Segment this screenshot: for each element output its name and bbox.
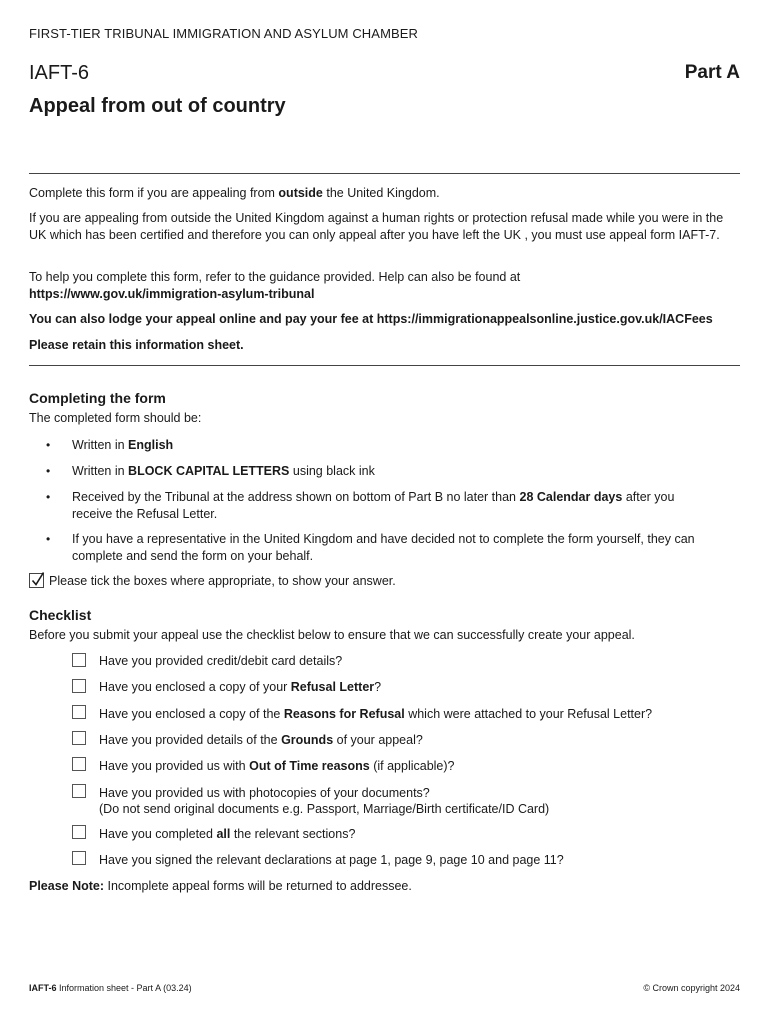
checkbox-reasons-for-refusal[interactable] [72, 705, 86, 719]
requirement-deadline: Received by the Tribunal at the address shown on bottom of Part B no later than 28 Calendar days after you receive the Refusal Letter. [72, 490, 675, 521]
checklist-item-all-sections: Have you completed all the relevant sections? [99, 827, 356, 841]
intro-paragraph-3: To help you complete this form, refer to the guidance provided. Help can also be found at https://www.gov.uk/immigration-asylum-tribunal [29, 270, 521, 301]
requirement-block-capitals: Written in BLOCK CAPITAL LETTERS using black ink [72, 464, 375, 478]
page-title: Appeal from out of country [29, 95, 286, 117]
example-ticked-box [29, 573, 44, 588]
completing-heading: Completing the form [29, 390, 166, 406]
completing-lead: The completed form should be: [29, 411, 202, 425]
bullet: • [46, 490, 51, 504]
checklist-item-reasons-for-refusal: Have you enclosed a copy of the Reasons for Refusal which were attached to your Refusal Letter? [99, 707, 653, 721]
checklist-item-refusal-letter: Have you enclosed a copy of your Refusal Letter? [99, 680, 382, 694]
checkbox-declarations[interactable] [72, 851, 86, 865]
form-code: IAFT-6 [29, 62, 90, 84]
bullet: • [46, 532, 51, 546]
requirement-representative: If you have a representative in the United Kingdom and have decided not to complete the form yourself, they can complete and send the form on your behalf. [72, 532, 695, 563]
checklist-heading: Checklist [29, 607, 92, 623]
checkbox-card-details[interactable] [72, 653, 86, 667]
checkbox-all-sections[interactable] [72, 825, 86, 839]
checkbox-refusal-letter[interactable] [72, 679, 86, 693]
checklist-item-photocopies: Have you provided us with photocopies of your documents? (Do not send original documents e.g. Passport, Marriage/Birth certificate/ID Card) [99, 786, 550, 816]
requirement-english: Written in English [72, 438, 174, 452]
organisation-name: FIRST-TIER TRIBUNAL IMMIGRATION AND ASYLUM CHAMBER [29, 26, 419, 41]
please-note: Please Note: Incomplete appeal forms will be returned to addressee. [29, 879, 412, 893]
intro-paragraph-1: Complete this form if you are appealing from outside the United Kingdom. [29, 186, 440, 200]
guidance-link[interactable]: https://www.gov.uk/immigration-asylum-tribunal [29, 287, 315, 301]
divider [29, 173, 740, 174]
checkbox-photocopies[interactable] [72, 784, 86, 798]
check-icon [31, 571, 45, 587]
checkbox-out-of-time[interactable] [72, 757, 86, 771]
checklist-item-out-of-time: Have you provided us with Out of Time reasons (if applicable)? [99, 759, 455, 773]
part-label: Part A [684, 62, 740, 83]
checklist-item-card-details: Have you provided credit/debit card details? [99, 654, 343, 668]
checklist-item-declarations: Have you signed the relevant declarations at page 1, page 9, page 10 and page 11? [99, 853, 564, 867]
bullet: • [46, 438, 51, 452]
tick-instruction: Please tick the boxes where appropriate, to show your answer. [49, 574, 396, 588]
online-lodging-note: You can also lodge your appeal online and pay your fee at https://immigrationappealsonline.justice.gov.uk/IACFees [29, 312, 713, 326]
divider [29, 365, 740, 366]
checklist-item-grounds: Have you provided details of the Grounds of your appeal? [99, 733, 423, 747]
bullet: • [46, 464, 51, 478]
footer-form-reference: IAFT-6 Information sheet - Part A (03.24) [29, 983, 192, 993]
intro-paragraph-2: If you are appealing from outside the United Kingdom against a human rights or protection refusal made while you were in the UK which has been certified and therefore you can only appeal after you have left the UK , you must use appeal form IAFT-7. [29, 211, 724, 242]
checkbox-grounds[interactable] [72, 731, 86, 745]
footer-copyright: © Crown copyright 2024 [643, 983, 740, 993]
checklist-lead: Before you submit your appeal use the checklist below to ensure that we can successfully create your appeal. [29, 628, 635, 642]
retain-note: Please retain this information sheet. [29, 338, 244, 352]
